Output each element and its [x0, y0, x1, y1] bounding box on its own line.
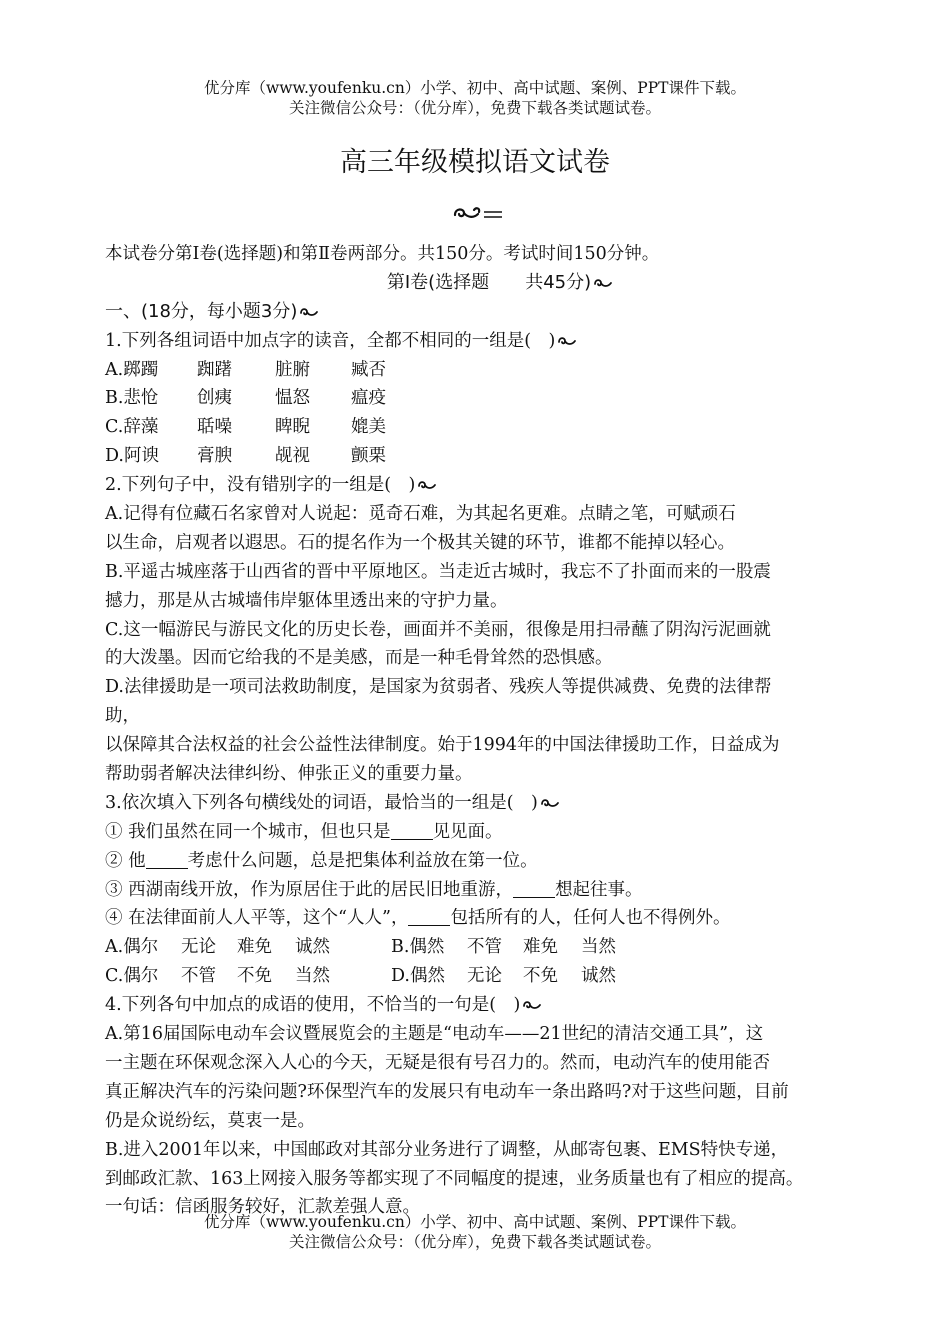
q1-d-w4: 颤栗	[351, 446, 386, 467]
q3-sentence-3	[105, 876, 865, 905]
q4-line: 一主题在环保观念深入人心的今天，无疑是很有号召力的。然而，电动汽车的使用能否	[105, 1052, 770, 1073]
q1-a-w4: 臧否	[351, 359, 386, 380]
q3-opt: 当然	[295, 966, 330, 987]
q4-stem-text: 4.下列各句中加点的成语的使用，不恰当的一句是( )	[105, 995, 521, 1016]
q3-s1-after: 见见面。	[432, 821, 503, 842]
q3-blank-2	[146, 852, 188, 869]
header-line-2: 关注微信公众号：（优分库），免费下载各类试题试卷。	[288, 99, 661, 117]
q3-opt: 不管	[181, 966, 216, 987]
q1-b-w3: 愠怒	[275, 388, 310, 409]
part1-heading	[105, 269, 865, 298]
q3-opt: 无论	[467, 966, 502, 987]
q2-line: A.记得有位藏石名家曾对人说起：觅奇石难，为其起名更难。点睛之笔，可赋顽石	[105, 504, 736, 525]
footer-line-1: 优分库（www.youfenku.cn）小学、初中、高中试题、案例、PPT课件下载。	[203, 1213, 747, 1231]
q4-line: B.进入2001年以来，中国邮政对其部分业务进行了调整，从邮寄包裹、EMS特快专递，	[105, 1139, 789, 1160]
q2-line: B.平遥古城座落于山西省的晋中平原地区。当走近古城时，我忘不了扑面而来的一股震	[105, 561, 771, 582]
ornament-icon	[452, 204, 504, 224]
q3-blank-3	[513, 881, 555, 898]
q4-line: 到邮政汇款、163上网接入服务等都实现了不同幅度的提速，业务质量也有了相应的提高。	[105, 1168, 804, 1189]
section1-heading	[105, 298, 865, 327]
q3-s4-after: 包括所有的人，任何人也不得例外。	[450, 908, 731, 929]
q3-opt: 难免	[523, 937, 558, 958]
q3-stem	[105, 789, 865, 818]
q3-opt: D.偶然	[391, 966, 445, 987]
swirl-icon	[299, 306, 319, 318]
q1-stem	[105, 327, 865, 356]
q3-s3-after: 想起往事。	[555, 879, 643, 900]
section1-title: 一、(18分，每小题3分)	[105, 300, 298, 322]
q1-a-w2: 踟躇	[197, 359, 232, 380]
intro-text: 本试卷分第Ⅰ卷(选择题)和第Ⅱ卷两部分。共150分。考试时间150分钟。	[105, 244, 660, 264]
q2-line: 以生命，启观者以遐思。石的提名作为一个极其关键的环节，谁都不能掉以轻心。	[105, 532, 735, 553]
q1-c-w2: 聒噪	[197, 417, 232, 438]
q3-s2-before: ② 他	[105, 850, 146, 871]
q3-opt: 不免	[237, 966, 272, 987]
q1-stem-text: 1.下列各组词语中加点字的读音，全都不相同的一组是( )	[105, 330, 556, 351]
swirl-icon	[417, 479, 437, 491]
q1-option-d	[105, 442, 865, 471]
q3-opt: 不管	[467, 937, 502, 958]
swirl-icon	[557, 335, 577, 347]
q3-blank-1	[391, 823, 433, 840]
q3-s1-before: ① 我们虽然在同一个城市，但也只是	[105, 821, 391, 842]
q2-line: 帮助弱者解决法律纠纷、伸张正义的重要力量。	[105, 764, 473, 785]
q3-opt: 无论	[181, 937, 216, 958]
q2-line: 撼力，那是从古城墙伟岸躯体里透出来的守护力量。	[105, 590, 508, 611]
q4-line: 一句话：信函服务较好，汇款差强人意。	[105, 1197, 420, 1218]
q3-sentence-1	[105, 818, 865, 847]
q1-option-a	[105, 356, 865, 385]
q1-b-w4: 瘟疫	[351, 388, 386, 409]
q2-stem-text: 2.下列句子中，没有错别字的一组是( )	[105, 475, 416, 496]
q3-opt: 诚然	[581, 966, 616, 987]
q1-c-w4: 媲美	[351, 417, 386, 438]
q1-a-w3: 脏腑	[275, 359, 310, 380]
q1-option-b	[105, 384, 865, 413]
q2-line: C.这一幅游民与游民文化的历史长卷，画面并不美丽，很像是用扫帚蘸了阴沟污泥画就	[105, 619, 771, 640]
q2-stem	[105, 471, 865, 500]
q3-sentence-2	[105, 847, 865, 876]
q3-blank-4	[408, 909, 450, 926]
q3-opt: 不免	[523, 966, 558, 987]
q1-c-w3: 睥睨	[275, 417, 310, 438]
q1-option-c	[105, 413, 865, 442]
q1-a-w1: A.踯躅	[105, 359, 159, 380]
page-title: 高三年级模拟语文试卷	[340, 147, 610, 178]
q3-opt: A.偶尔	[105, 937, 159, 958]
q3-stem-text: 3.依次填入下列各句横线处的词语，最恰当的一组是( )	[105, 792, 538, 813]
q4-line: 真正解决汽车的污染问题?环保型汽车的发展只有电动车一条出路吗?对于这些问题，目前	[105, 1081, 789, 1102]
q1-b-w1: B.悲怆	[105, 388, 159, 409]
swirl-icon	[593, 277, 613, 289]
q3-opt: C.偶尔	[105, 966, 159, 987]
q2-line: D.法律援助是一项司法救助制度，是国家为贫弱者、残疾人等提供减费、免费的法律帮	[105, 677, 772, 698]
q1-d-w1: D.阿谀	[105, 446, 159, 467]
q4-line: A.第16届国际电动车会议暨展览会的主题是“电动车——21世纪的清洁交通工具”，这	[105, 1024, 764, 1045]
q1-d-w3: 觇视	[275, 446, 310, 467]
q3-opt: 难免	[237, 937, 272, 958]
swirl-icon	[540, 797, 560, 809]
q1-c-w1: C.辞藻	[105, 417, 159, 438]
exam-body	[105, 240, 865, 1222]
q3-opt: 诚然	[295, 937, 330, 958]
q4-stem	[105, 991, 865, 1020]
q4-line: 仍是众说纷纭，莫衷一是。	[105, 1110, 315, 1131]
q3-s2-after: 考虑什么问题，总是把集体利益放在第一位。	[187, 850, 538, 871]
part1-title: 第Ⅰ卷(选择题 共45分)	[386, 271, 592, 293]
footer-line-2: 关注微信公众号：（优分库），免费下载各类试题试卷。	[288, 1233, 661, 1251]
q1-d-w2: 膏腴	[197, 446, 232, 467]
q3-options-ab	[105, 933, 631, 962]
q2-line: 的大泼墨。因而它给我的不是美感，而是一种毛骨耸然的恐惧感。	[105, 648, 613, 669]
header-line-1: 优分库（www.youfenku.cn）小学、初中、高中试题、案例、PPT课件下载。	[203, 79, 747, 97]
q3-s4-before: ④ 在法律面前人人平等，这个“人人”，	[105, 908, 409, 929]
q3-s3-before: ③ 西湖南线开放，作为原居住于此的居民旧地重游，	[105, 879, 514, 900]
q2-line: 助，	[105, 706, 140, 727]
q1-b-w2: 创痍	[197, 388, 232, 409]
q3-sentence-4	[105, 904, 865, 933]
swirl-icon	[522, 999, 542, 1011]
q3-opt: 当然	[581, 937, 616, 958]
q2-line: 以保障其合法权益的社会公益性法律制度。始于1994年的中国法律援助工作，日益成为	[105, 735, 780, 756]
q3-opt: B.偶然	[391, 937, 445, 958]
q3-options-cd	[105, 962, 631, 991]
